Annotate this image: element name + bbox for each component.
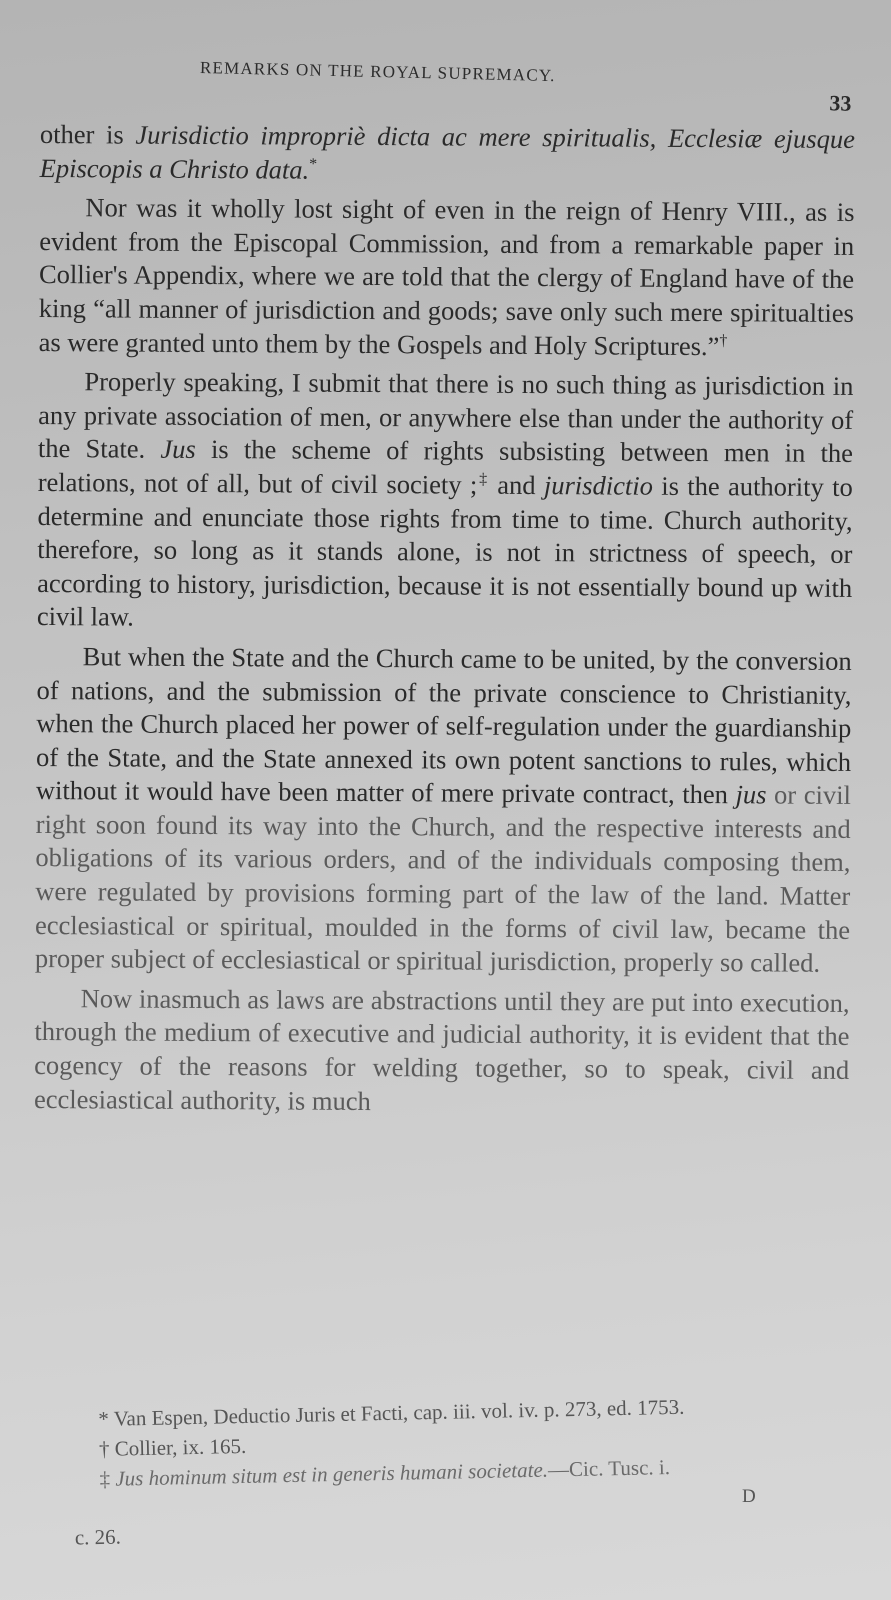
footnote-continuation: c. 26. (74, 1524, 122, 1550)
page-number: 33 (829, 90, 852, 116)
latin-term: jurisdictio (543, 470, 653, 501)
footnote-latin: Jus hominum situm est in generis humani societate. (109, 1457, 549, 1491)
text-run: or civil right soon found its way into the Church, and the respective interests and obligations of its various orders, and of the individuals composing them, were regulated by provisions forming part of the law of the land. Matter ecclesiastical or spiritual, moulded in the forms of civil law, became the proper subject of ecclesiastical or spiritual jurisdiction, properly so called. (34, 779, 851, 979)
footnote-text: —Cic. Tusc. i. (547, 1455, 671, 1482)
text-run: Properly speaking, I submit that there is no such thing as jurisdiction in any private association of men, or anywhere else than under the authority of the State. (37, 366, 854, 465)
footnote-ref-double-dagger: ‡ (477, 470, 489, 488)
footnote-ref-asterisk: * (309, 155, 318, 173)
footnote-text: Van Espen, Deductio Juris et Facti, cap. iii. vol. iv. p. 273, ed. 1753. (108, 1394, 685, 1431)
footnote-mark: ‡ (99, 1466, 111, 1491)
paragraph-2 (39, 191, 855, 364)
latin-term: Jus (160, 434, 196, 465)
paragraph-1 (40, 118, 855, 190)
text-run: is the authority to determine and enunciate those rights from time to time. Church authority, therefore, so long as it stands alone, is not in strictness of speech, or according to history, jurisdiction, because it is not essentially bound up with civil law. (36, 470, 853, 632)
footnote-mark: * (98, 1406, 110, 1431)
paragraph-5 (34, 982, 850, 1121)
text-run: other is (39, 118, 136, 150)
footnote-mark: † (98, 1436, 110, 1461)
footnote-ref-dagger: † (719, 331, 728, 349)
latin-term: jus (735, 779, 767, 810)
paragraph-3 (37, 365, 854, 639)
paragraph-4 (35, 640, 852, 981)
running-head: REMARKS ON THE ROYAL SUPREMACY. (199, 58, 556, 86)
text-run: Now inasmuch as laws are abstractions until they are put into execution, through the medium of executive and judicial authority, it is evident that the cogency of the reasons for welding together, so to speak, civil and ecclesiastical authority, is much (33, 983, 850, 1116)
text-run: But when the State and the Church came to be united, by the conversion of nations, and the submission of the private conscience to Christianity, when the Church placed her power of self-regulation under the guardianship of the State, and the State annexed its own potent sanctions to rules, which without it would have been matter of mere private contract, then (35, 641, 852, 810)
text-run: is the scheme of rights subsisting between men in the relations, not of all, but of civil society ; (37, 434, 854, 500)
body-text (34, 118, 855, 1121)
text-run: Nor was it wholly lost sight of even in the reign of Henry VIII., as is evident from the Episcopal Commission, and from a remarkable paper in Collier's Appendix, where we are told that the clergy of England have of the king “all manner of jurisdiction and goods; save only such mere spiritualties as were granted unto them by the Gospels and Holy Scriptures.” (38, 192, 855, 361)
latin-quote: Jurisdictio impropriè dicta ac mere spiritualis, Ecclesiæ ejusque Episcopis a Christo data. (39, 119, 855, 185)
footnotes (74, 1387, 890, 1550)
text-run: and (488, 469, 545, 501)
page-header (199, 58, 870, 116)
signature-mark: D (742, 1486, 756, 1507)
footnote-text: Collier, ix. 165. (109, 1433, 247, 1461)
